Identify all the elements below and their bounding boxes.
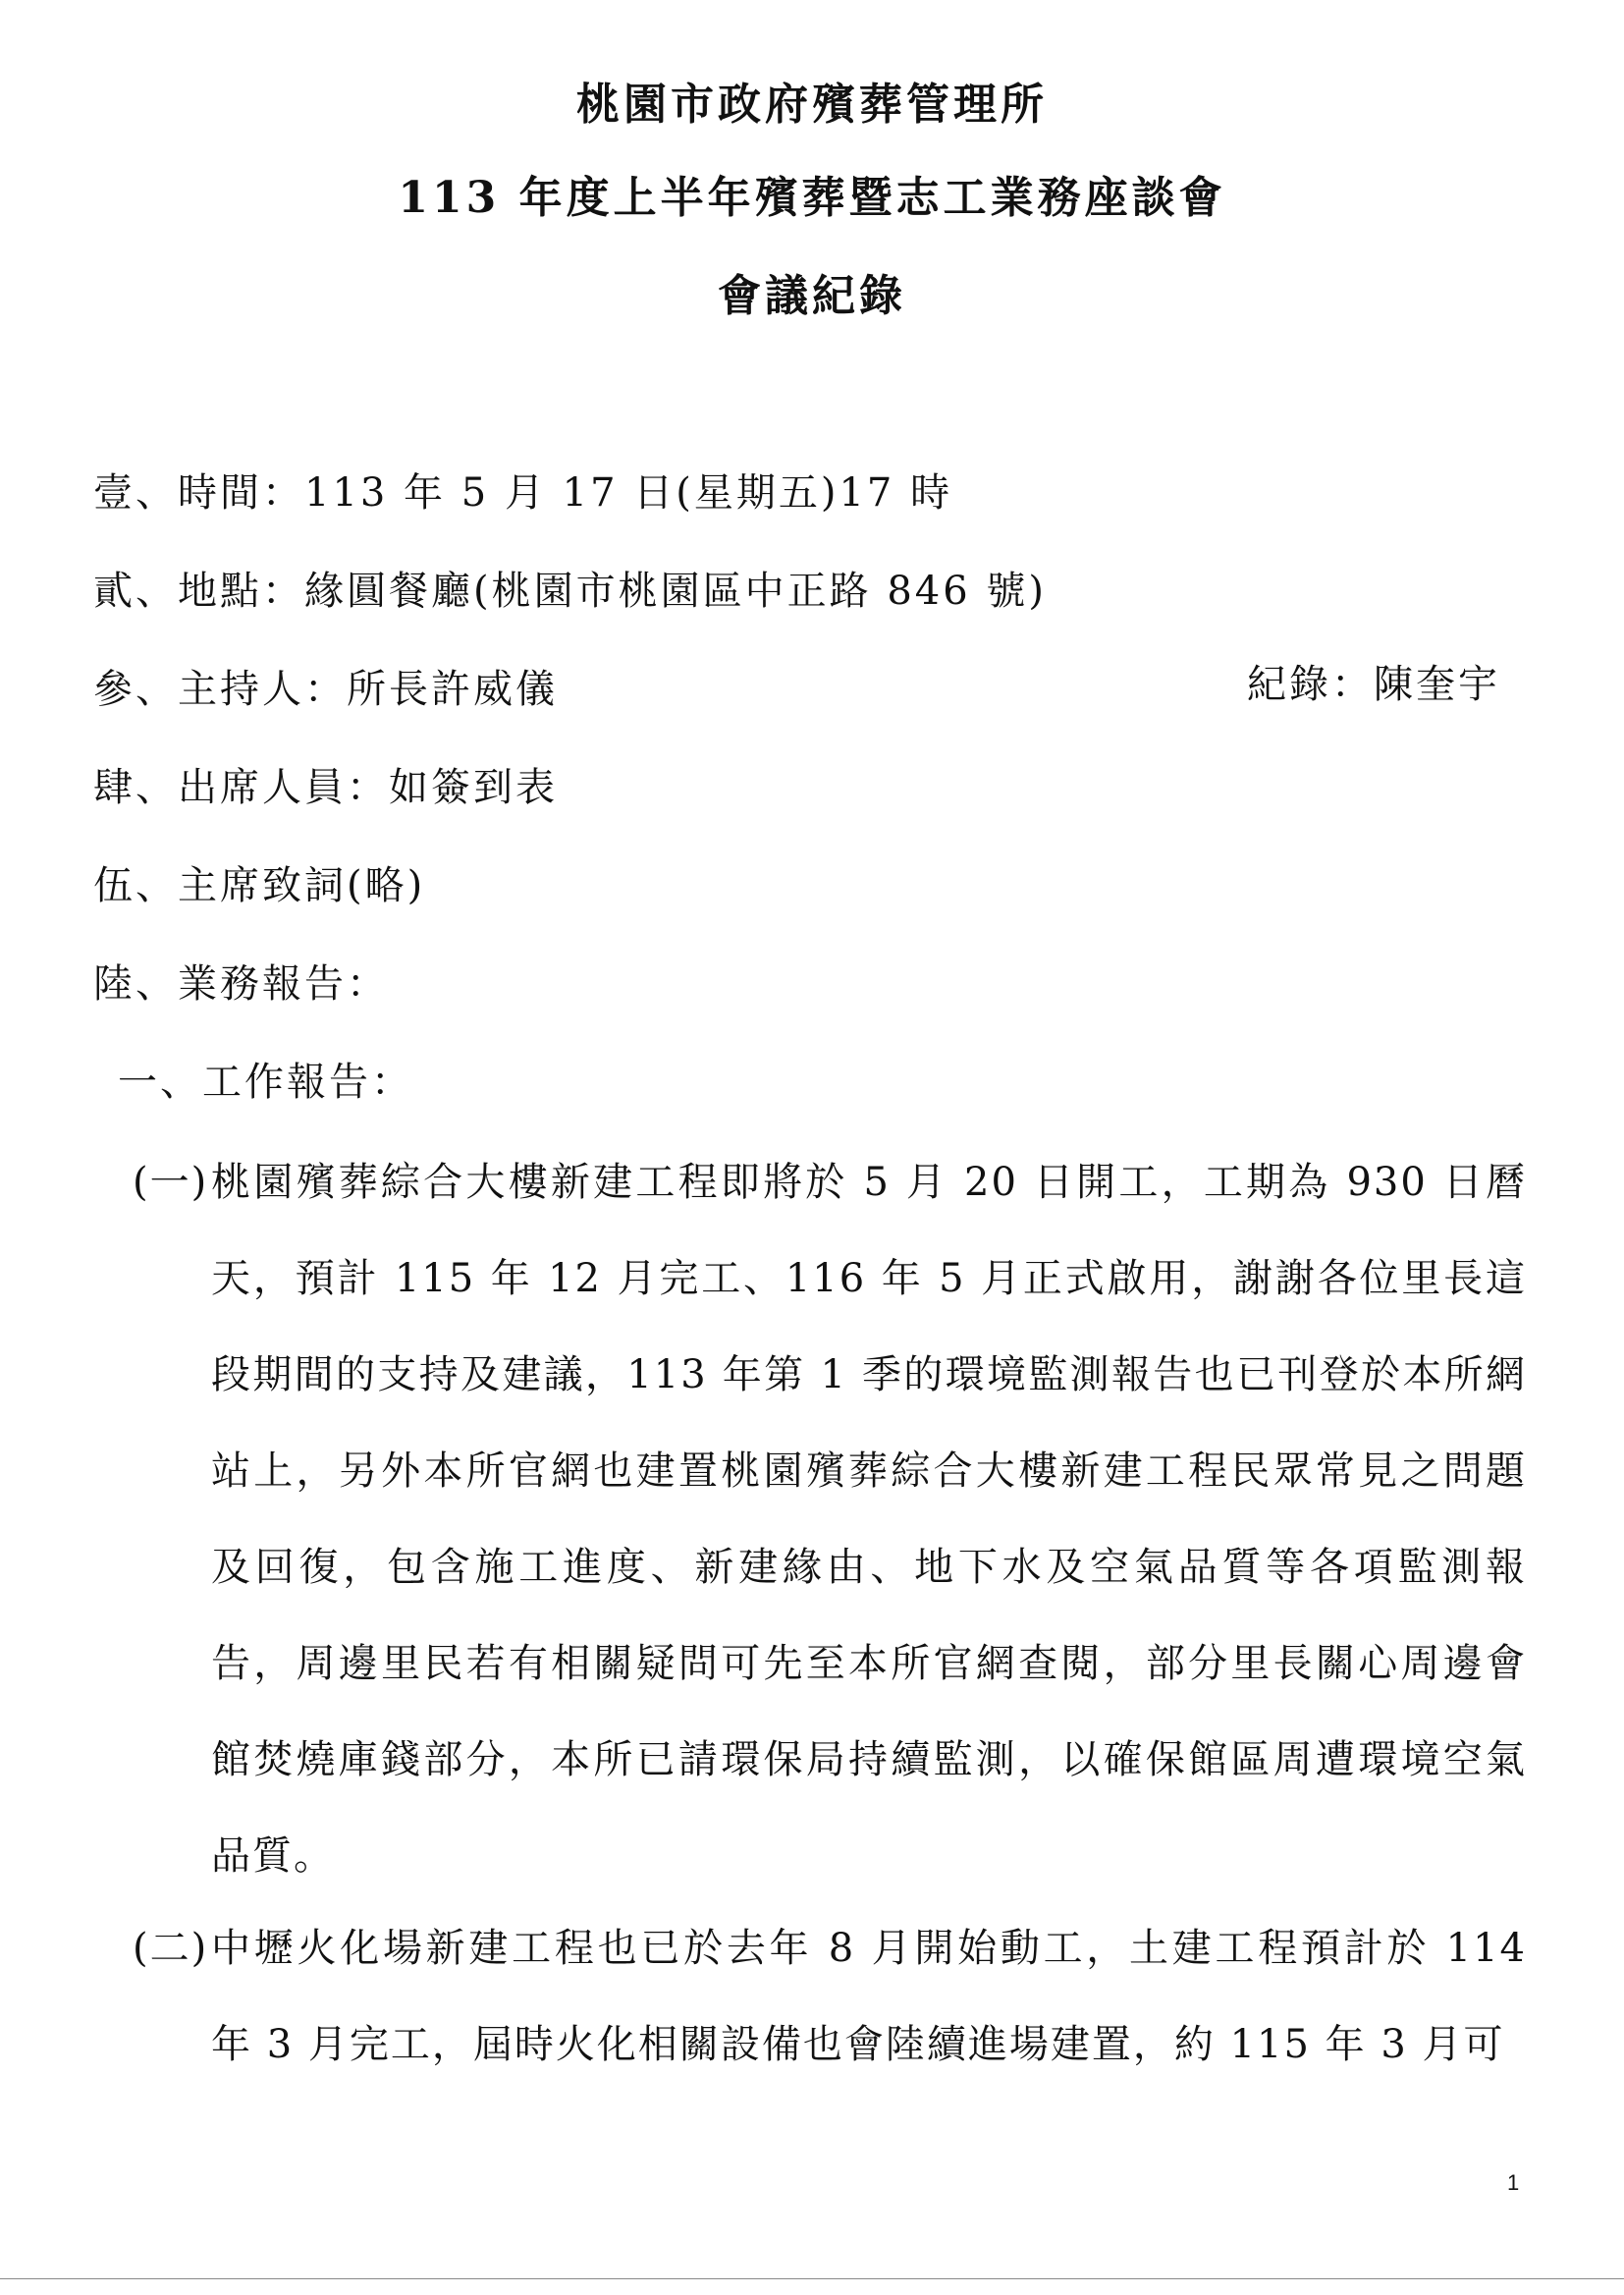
report-paragraph-1	[133, 1134, 1527, 1904]
meeting-time: 壹、時間：113 年 5 月 17 日(星期五)17 時	[93, 470, 953, 516]
chair-speech: 伍、主席致詞(略)	[93, 863, 426, 908]
meeting-attendees: 肆、出席人員：如簽到表	[93, 765, 558, 810]
paragraph-1-text: 桃園殯葬綜合大樓新建工程即將於 5 月 20 日開工，工期為 930 日曆天，預計 115 年 12 月完工、116 年 5 月正式啟用，謝謝各位里長這段期間的支持及建議，113 年第 1 季的環境監測報告也已刊登於本所網站上，另外本所官網也建置桃園殯葬綜合大樓新建工程民眾常見之問題及回復，包含施工進度、新建緣由、地下水及空氣品質等各項監測報告，周邊里民若有相關疑問可先至本所官網查閱，部分里長關心周邊會館焚燒庫錢部分，本所已請環保局持續監測，以確保館區周遭環境空氣品質。	[211, 1160, 1527, 1879]
page-number: 1	[1507, 2170, 1520, 2195]
doc-type-title: 會議紀錄	[718, 271, 906, 321]
paragraph-2-number: (二)	[133, 1926, 209, 1971]
org-title: 桃園市政府殯葬管理所	[576, 80, 1048, 130]
work-report-heading: 一、工作報告：	[118, 1060, 413, 1105]
meeting-place: 貳、地點：緣圓餐廳(桃園市桃園區中正路 846 號)	[93, 569, 1047, 614]
scan-edge-mark	[0, 2278, 1624, 2279]
meeting-recorder: 紀錄：陳奎宇	[1247, 662, 1500, 707]
meeting-host: 參、主持人：所長許威儀	[93, 667, 558, 712]
report-paragraph-2	[133, 1900, 1527, 2093]
meeting-title: 113 年度上半年殯葬暨志工業務座談會	[398, 173, 1226, 223]
paragraph-2-text: 中壢火化場新建工程也已於去年 8 月開始動工，土建工程預計於 114 年 3 月完工，屆時火化相關設備也會陸續進場建置，約 115 年 3 月可	[211, 1926, 1527, 2067]
paragraph-1-number: (一)	[133, 1160, 209, 1205]
business-report-heading: 陸、業務報告：	[93, 961, 389, 1007]
